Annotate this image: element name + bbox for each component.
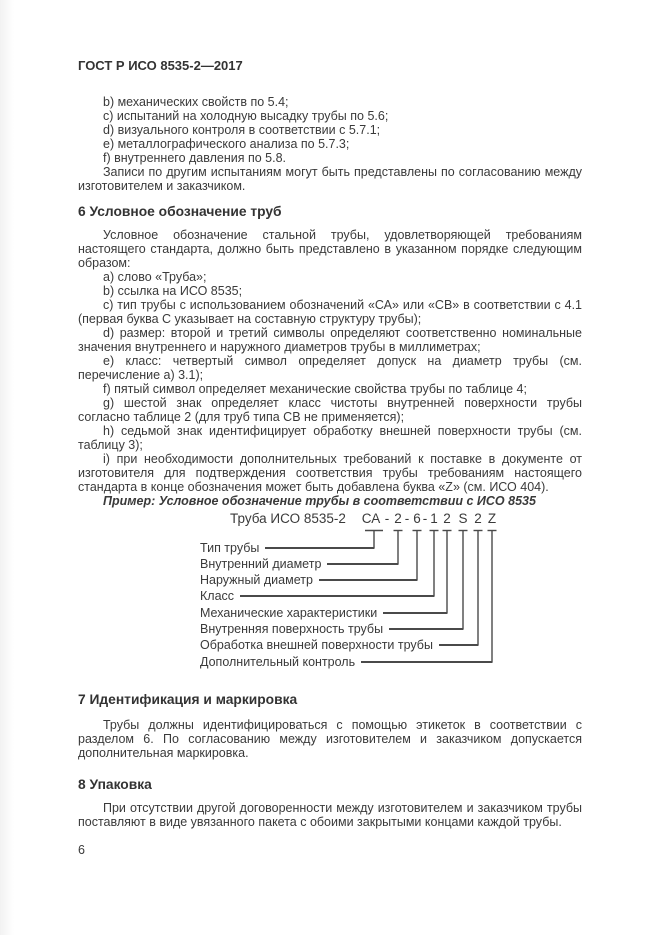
code-token-type: СА <box>361 511 381 526</box>
diagram-label: Класс <box>200 589 235 603</box>
leader-line <box>439 644 478 645</box>
diagram-label: Обработка внешней поверхности трубы <box>200 638 433 652</box>
diagram-row <box>200 557 398 571</box>
code-token-inner-surf: S <box>458 511 468 526</box>
list-item: f) внутреннего давления по 5.8. <box>103 151 287 165</box>
list-item: b) ссылка на ИСО 8535; <box>103 284 243 298</box>
code-token-outer-surf: 2 <box>474 511 482 526</box>
diagram-label: Дополнительный контроль <box>200 655 356 669</box>
code-token-hyphen: - <box>384 511 390 526</box>
code-token-hyphen: - <box>404 511 410 526</box>
diagram-label: Наружный диаметр <box>200 573 313 587</box>
list-item: d) визуального контроля в соответствии с 5.7.1; <box>103 123 381 137</box>
code-token-extra-ctrl: Z <box>487 511 497 526</box>
leader-line <box>383 612 447 613</box>
section5-paragraph: Записи по другим испытаниям могут быть представлены по согласованию между изготовителем и заказчиком. <box>78 165 582 193</box>
list-item: a) слово «Труба»; <box>103 270 207 284</box>
section8-paragraph: При отсутствии другой договоренности между изготовителем и заказчиком трубы поставляют в виде увязанного пакета с обоими закрытыми концами каждой трубы. <box>78 801 582 829</box>
list-item: e) металлографического анализа по 5.7.3; <box>103 137 350 151</box>
section7-heading: 7 Идентификация и маркировка <box>78 692 298 707</box>
running-header: ГОСТ Р ИСО 8535-2—2017 <box>78 58 243 73</box>
code-token-mechanical: 2 <box>443 511 451 526</box>
diagram-row <box>200 606 447 620</box>
diagram-row <box>200 622 463 636</box>
leader-line <box>240 595 434 596</box>
list-item: i) при необходимости дополнительных требований к поставке в документе от изготовителя для подтверждения соответствия трубы требованиям настоящего стандарта в конце обозначения может быть добавлена буква «Z» (см. ИСО 404). <box>78 452 582 494</box>
list-item: d) размер: второй и третий символы определяют соответственно номинальные значения внутреннего и наружного диаметров трубы в миллиметрах; <box>78 326 582 354</box>
code-token-class: 1 <box>430 511 438 526</box>
section8-heading: 8 Упаковка <box>78 777 152 792</box>
diagram-row <box>200 541 374 555</box>
designation-diagram <box>195 511 540 674</box>
page-number: 6 <box>78 843 85 857</box>
list-item: c) испытаний на холодную высадку трубы по 5.6; <box>103 109 389 123</box>
diagram-label: Внутренняя поверхность трубы <box>200 622 384 636</box>
designation-prefix: Труба ИСО 8535-2 <box>230 511 346 526</box>
list-item: b) механических свойств по 5.4; <box>103 95 289 109</box>
diagram-label: Внутренний диаметр <box>200 557 322 571</box>
code-token-inner-dia: 2 <box>394 511 402 526</box>
example-caption: Пример: Условное обозначение трубы в соответствии с ИСО 8535 <box>103 494 536 508</box>
leader-line <box>319 579 417 580</box>
diagram-row <box>200 638 478 652</box>
section6-heading: 6 Условное обозначение труб <box>78 204 282 219</box>
page-content <box>78 58 582 829</box>
diagram-row <box>200 573 417 587</box>
section7-paragraph: Трубы должны идентифицироваться с помощью этикеток в соответствии с разделом 6. По согласованию между изготовителем и заказчиком допускается дополнительная маркировка. <box>78 718 582 760</box>
leader-line <box>389 628 463 629</box>
list-item: f) пятый символ определяет механические свойства трубы по таблице 4; <box>103 382 527 396</box>
code-token-outer-dia: 6 <box>413 511 421 526</box>
diagram-row <box>200 655 492 669</box>
list-item: g) шестой знак определяет класс чистоты внутренней поверхности трубы согласно таблице 2 (для труб типа СВ не применяется); <box>78 396 582 424</box>
diagram-label: Тип трубы <box>200 541 260 555</box>
list-item: h) седьмой знак идентифицирует обработку внешней поверхности трубы (см. таблицу 3); <box>78 424 582 452</box>
diagram-row <box>200 589 434 603</box>
diagram-label: Механические характеристики <box>200 606 378 620</box>
list-item: c) тип трубы с использованием обозначений «СА» или «СВ» в соответствии с 4.1 (первая буква С указывает на составную структуру трубы); <box>78 298 582 326</box>
leader-line <box>265 547 374 548</box>
leader-line <box>361 661 492 662</box>
leader-line <box>327 563 398 564</box>
list-item: e) класс: четвертый символ определяет допуск на диаметр трубы (см. перечисление а) 3.1); <box>78 354 582 382</box>
code-token-hyphen: - <box>422 511 428 526</box>
section5-test-list <box>78 95 582 165</box>
section6-intro: Условное обозначение стальной трубы, удовлетворяющей требованиям настоящего стандарта, должно быть представлено в указанном порядке следующим образом: <box>78 228 582 270</box>
